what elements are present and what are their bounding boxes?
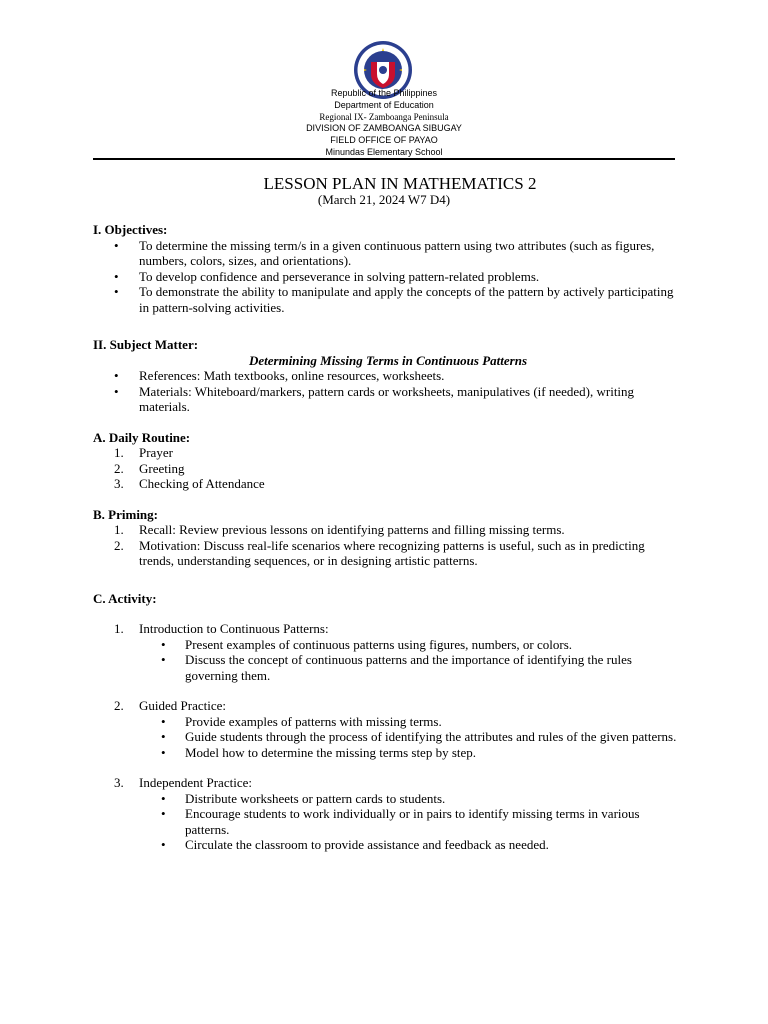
header-school: Minundas Elementary School <box>325 147 443 157</box>
header-department: Department of Education <box>334 100 434 110</box>
header-divider <box>93 158 675 160</box>
activity-heading: C. Activity: <box>93 590 157 606</box>
page-title: LESSON PLAN IN MATHEMATICS 2 <box>263 174 537 193</box>
list-item: • Circulate the classroom to provide assistance and feedback as needed. <box>93 837 683 853</box>
header-division: DIVISION OF ZAMBOANGA SIBUGAY <box>306 123 462 133</box>
list-item: • Guide students through the process of identifying the attributes and rules of the given patterns. <box>93 729 683 745</box>
objectives-heading: I. Objectives: <box>93 222 168 237</box>
activity-step: 2. Guided Practice: <box>114 698 226 713</box>
activity-steps <box>93 621 683 637</box>
list-item: • Distribute worksheets or pattern cards to students. <box>93 791 683 807</box>
header-republic: Republic of the Philippines <box>330 88 438 98</box>
objectives-list <box>93 238 683 316</box>
activity-step: 3. Independent Practice: <box>114 775 252 790</box>
daily-routine-heading: A. Daily Routine: <box>93 429 191 445</box>
subject-matter-list <box>93 368 683 415</box>
activity-step-3-list <box>93 791 683 853</box>
list-item: • To demonstrate the ability to manipulate and apply the concepts of the pattern by actively participating in pattern-solving activities. <box>93 284 683 315</box>
list-item: 1. Recall: Review previous lessons on identifying patterns and filling missing terms. <box>114 522 565 537</box>
list-item: 2. Greeting <box>114 460 185 476</box>
list-item: • To determine the missing term/s in a given continuous pattern using two attributes (such as figures, numbers, colors, sizes, and orientations). <box>93 238 683 269</box>
header-field-office: FIELD OFFICE OF PAYAO <box>330 135 438 145</box>
list-item: 1. Prayer <box>114 445 173 460</box>
list-item: • Encourage students to work individually or in pairs to identify missing terms in various patterns. <box>93 806 683 837</box>
list-item: • To develop confidence and perseverance in solving pattern-related problems. <box>93 269 683 285</box>
list-item: 2. Motivation: Discuss real-life scenarios where recognizing patterns is useful, such as in predicting trends, understanding sequences, or in designing artistic patterns. <box>114 537 645 568</box>
activity-step-1-list <box>93 637 683 684</box>
list-item: • Provide examples of patterns with missing terms. <box>93 714 683 730</box>
lesson-body <box>93 222 683 853</box>
list-item: • Present examples of continuous patterns using figures, numbers, or colors. <box>93 637 683 653</box>
activity-step: 1. Introduction to Continuous Patterns: <box>114 621 329 636</box>
list-item: • Materials: Whiteboard/markers, pattern cards or worksheets, manipulatives (if needed), writing materials. <box>93 384 683 415</box>
activity-steps <box>93 698 683 714</box>
list-item: • Model how to determine the missing terms step by step. <box>93 745 683 761</box>
subject-topic: Determining Missing Terms in Continuous Patterns <box>248 352 528 368</box>
subject-matter-heading: II. Subject Matter: <box>93 337 199 352</box>
page-subtitle: (March 21, 2024 W7 D4) <box>317 192 451 207</box>
priming-list <box>93 522 683 569</box>
list-item: • References: Math textbooks, online resources, worksheets. <box>93 368 683 384</box>
daily-routine-list <box>93 445 683 492</box>
priming-heading: B. Priming: <box>93 506 158 522</box>
header-region: Regional IX- Zamboanga Peninsula <box>319 112 449 122</box>
activity-step-2-list <box>93 714 683 761</box>
activity-steps <box>93 775 683 791</box>
list-item: 3. Checking of Attendance <box>114 476 265 491</box>
list-item: • Discuss the concept of continuous patterns and the importance of identifying the rules governing them. <box>93 652 683 683</box>
